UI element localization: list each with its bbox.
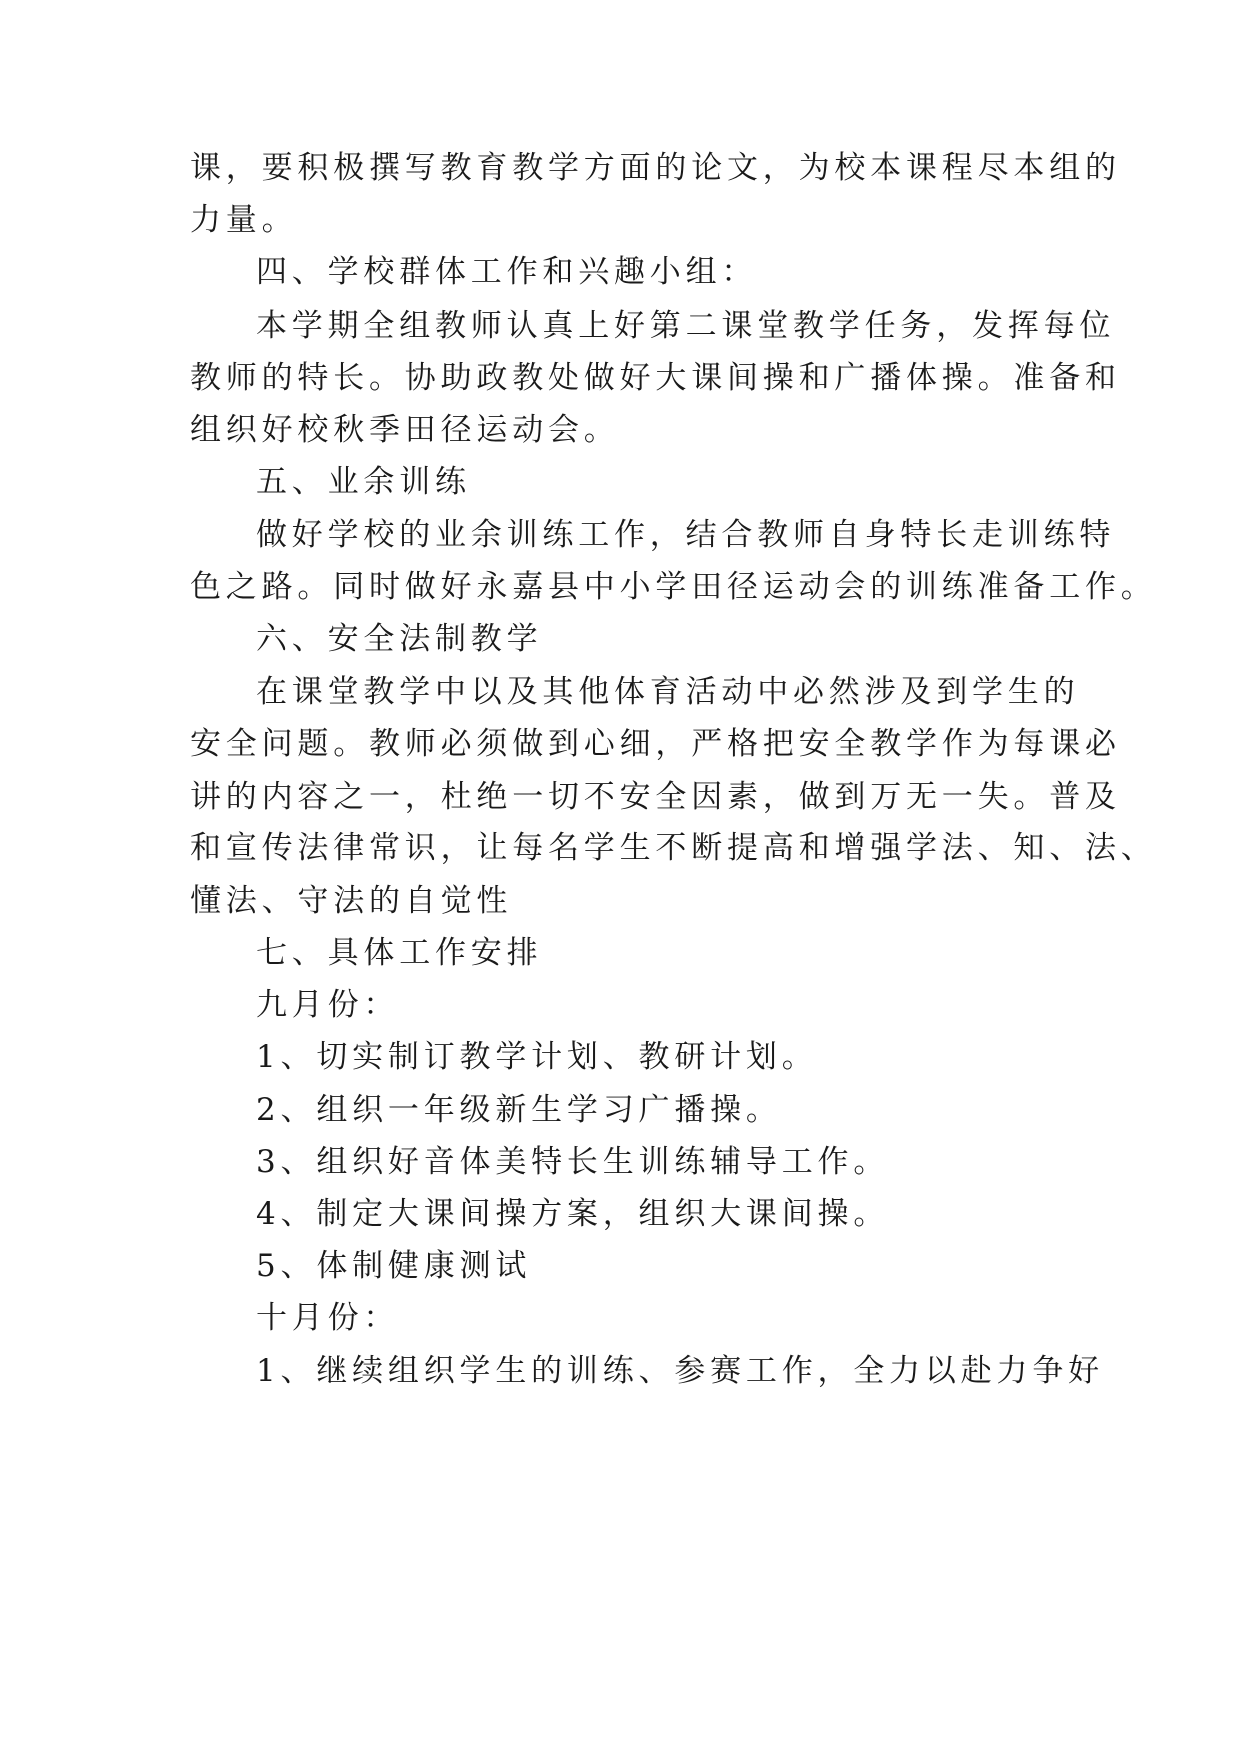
month-heading: 九月份： [256,987,400,1023]
list-item: 2、组织一年级新生学习广播操。 [256,1092,782,1128]
list-item: 1、切实制订教学计划、教研计划。 [256,1039,818,1075]
paragraph-line: 在课堂教学中以及其他体育活动中必然涉及到学生的 [256,674,1080,710]
paragraph-line: 讲的内容之一，杜绝一切不安全因素，做到万无一失。普及 [190,779,1121,815]
section-heading: 七、具体工作安排 [256,935,543,971]
paragraph-line: 色之路。同时做好永嘉县中小学田径运动会的训练准备工作。 [190,569,1157,605]
list-item: 4、制定大课间操方案，组织大课间操。 [256,1196,890,1232]
month-heading: 十月份： [256,1300,400,1336]
list-item: 5、体制健康测试 [256,1248,532,1284]
section-heading: 五、业余训练 [256,464,471,500]
list-item: 1、继续组织学生的训练、参赛工作，全力以赴力争好 [256,1353,1104,1389]
paragraph-line: 组织好校秋季田径运动会。 [190,412,620,448]
paragraph-line: 本学期全组教师认真上好第二课堂教学任务，发挥每位 [256,308,1116,344]
paragraph-line: 力量。 [190,202,298,238]
paragraph-line: 安全问题。教师必须做到心细，严格把安全教学作为每课必 [190,726,1121,762]
section-heading: 四、学校群体工作和兴趣小组： [256,254,758,290]
section-heading: 六、安全法制教学 [256,621,543,657]
paragraph-line: 和宣传法律常识，让每名学生不断提高和增强学法、知、法、 [190,830,1157,866]
paragraph-line: 课，要积极撰写教育教学方面的论文，为校本课程尽本组的 [190,150,1121,186]
paragraph-line: 懂法、守法的自觉性 [190,883,513,919]
list-item: 3、组织好音体美特长生训练辅导工作。 [256,1144,890,1180]
paragraph-line: 教师的特长。协助政教处做好大课间操和广播体操。准备和 [190,360,1121,396]
paragraph-line: 做好学校的业余训练工作，结合教师自身特长走训练特 [256,517,1116,553]
